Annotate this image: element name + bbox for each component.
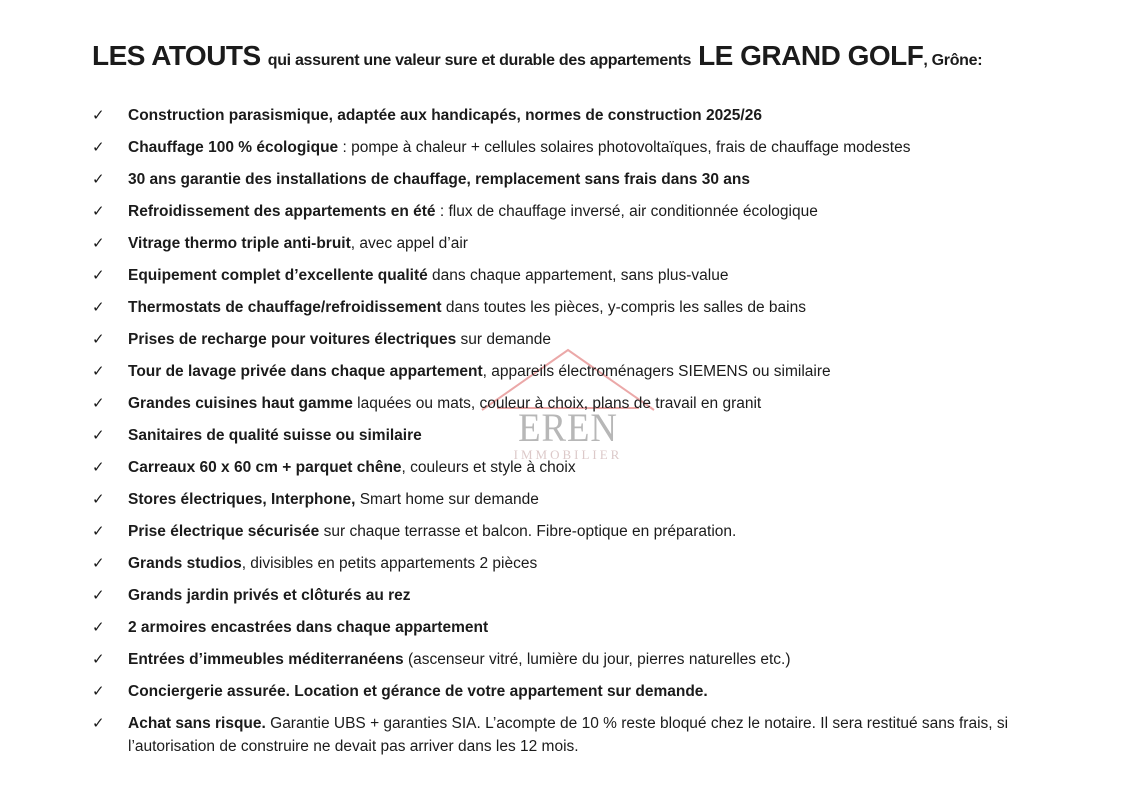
item-regular: sur demande (456, 331, 551, 348)
item-text (128, 232, 1009, 255)
item-bold: Grands studios (128, 555, 242, 572)
item-text (128, 104, 1009, 127)
item-text (128, 584, 1009, 607)
list-item (92, 264, 1009, 287)
item-bold: Construction parasismique, adaptée aux handicapés, normes de construction 2025/26 (128, 107, 762, 124)
item-bold: Entrées d’immeubles méditerranéens (128, 651, 404, 668)
checkmark-icon: ✓ (92, 107, 105, 124)
item-bold: Carreaux 60 x 60 cm + parquet chêne (128, 459, 402, 476)
item-text (128, 648, 1009, 671)
list-item (92, 392, 1009, 415)
list-item (92, 136, 1009, 159)
item-text (128, 520, 1009, 543)
checkmark-icon: ✓ (92, 299, 105, 316)
item-regular: sur chaque terrasse et balcon. Fibre-optique en préparation. (319, 523, 737, 540)
item-text (128, 488, 1009, 511)
list-item (92, 200, 1009, 223)
item-text (128, 360, 1009, 383)
item-bold: Grandes cuisines haut gamme (128, 395, 353, 412)
item-regular: , divisibles en petits appartements 2 pièces (241, 555, 538, 572)
checkmark-icon: ✓ (92, 619, 105, 636)
page-title (92, 40, 1092, 72)
item-text (128, 296, 1009, 319)
item-bold: Achat sans risque. (128, 715, 266, 732)
item-regular: (ascenseur vitré, lumière du jour, pierres naturelles etc.) (403, 651, 791, 668)
item-bold: Sanitaires de qualité suisse ou similaire (128, 427, 422, 444)
item-text (128, 200, 1009, 223)
checkmark-icon: ✓ (92, 715, 105, 732)
title-project: LE GRAND GOLF (698, 40, 924, 71)
item-regular: : flux de chauffage inversé, air conditionnée écologique (435, 203, 818, 220)
checkmark-icon: ✓ (92, 363, 105, 380)
item-bold: Prise électrique sécurisée (128, 523, 320, 540)
item-bold: Thermostats de chauffage/refroidissement (128, 299, 442, 316)
list-item (92, 648, 1009, 671)
checkmark-icon: ✓ (92, 587, 105, 604)
watermark-subtitle: IMMOBILIER (513, 447, 623, 462)
list-item (92, 552, 1009, 575)
item-bold: Chauffage 100 % écologique (128, 139, 339, 156)
item-bold: Vitrage thermo triple anti-bruit (128, 235, 351, 252)
item-text (128, 680, 1009, 703)
item-text (128, 616, 1009, 639)
checkmark-icon: ✓ (92, 459, 105, 476)
item-bold: 30 ans garantie des installations de chauffage, remplacement sans frais dans 30 ans (128, 171, 750, 188)
list-item (92, 360, 1009, 383)
checkmark-icon: ✓ (92, 395, 105, 412)
checkmark-icon: ✓ (92, 491, 105, 508)
list-item (92, 712, 1009, 758)
checkmark-icon: ✓ (92, 171, 105, 188)
item-text (128, 392, 1009, 415)
list-item (92, 488, 1009, 511)
list-item (92, 616, 1009, 639)
list-item (92, 296, 1009, 319)
item-text (128, 424, 1009, 447)
item-regular: , appareils électroménagers SIEMENS ou similaire (482, 363, 831, 380)
checkmark-icon: ✓ (92, 651, 105, 668)
list-item (92, 104, 1009, 127)
checkmark-icon: ✓ (92, 203, 105, 220)
list-item (92, 168, 1009, 191)
item-bold: Equipement complet d’excellente qualité (128, 267, 428, 284)
item-regular: Garantie UBS + garanties SIA. L’acompte de 10 % reste bloqué chez le notaire. Il sera restitué sans frais, si l’autorisation de construire ne devait pas arriver dans les 12 mois. (128, 715, 1009, 755)
list-item (92, 680, 1009, 703)
list-item (92, 456, 1009, 479)
item-regular: dans chaque appartement, sans plus-value (427, 267, 729, 284)
item-regular: Smart home sur demande (355, 491, 539, 508)
item-text (128, 264, 1009, 287)
item-text (128, 328, 1009, 351)
checkmark-icon: ✓ (92, 139, 105, 156)
checkmark-icon: ✓ (92, 267, 105, 284)
list-item (92, 232, 1009, 255)
watermark-name: EREN (518, 405, 618, 450)
item-text (128, 552, 1009, 575)
item-bold: Grands jardin privés et clôturés au rez (128, 587, 411, 604)
item-text (128, 456, 1009, 479)
checkmark-icon: ✓ (92, 683, 105, 700)
item-bold: Refroidissement des appartements en été (128, 203, 436, 220)
item-regular: dans toutes les pièces, y-compris les salles de bains (441, 299, 806, 316)
checkmark-icon: ✓ (92, 235, 105, 252)
checkmark-icon: ✓ (92, 331, 105, 348)
item-text (128, 136, 1009, 159)
list-item (92, 424, 1009, 447)
title-location: , Grône: (923, 52, 983, 69)
item-regular: , avec appel d’air (350, 235, 468, 252)
list-item (92, 328, 1009, 351)
atouts-list (92, 104, 1009, 767)
checkmark-icon: ✓ (92, 523, 105, 540)
title-lead: LES ATOUTS (92, 40, 261, 71)
item-bold: Conciergerie assurée. Location et gérance de votre appartement sur demande. (128, 683, 708, 700)
item-bold: Stores électriques, Interphone, (128, 491, 356, 508)
item-regular: laquées ou mats, couleur à choix, plans de travail en granit (352, 395, 762, 412)
item-text (128, 712, 1009, 758)
item-bold: Prises de recharge pour voitures électriques (128, 331, 457, 348)
item-text (128, 168, 1009, 191)
list-item (92, 584, 1009, 607)
item-regular: , couleurs et style à choix (401, 459, 576, 476)
item-regular: : pompe à chaleur + cellules solaires photovoltaïques, frais de chauffage modestes (338, 139, 911, 156)
item-bold: Tour de lavage privée dans chaque appartement (128, 363, 483, 380)
checkmark-icon: ✓ (92, 555, 105, 572)
checkmark-icon: ✓ (92, 427, 105, 444)
list-item (92, 520, 1009, 543)
item-bold: 2 armoires encastrées dans chaque appartement (128, 619, 489, 636)
title-middle: qui assurent une valeur sure et durable des appartements (267, 52, 692, 69)
